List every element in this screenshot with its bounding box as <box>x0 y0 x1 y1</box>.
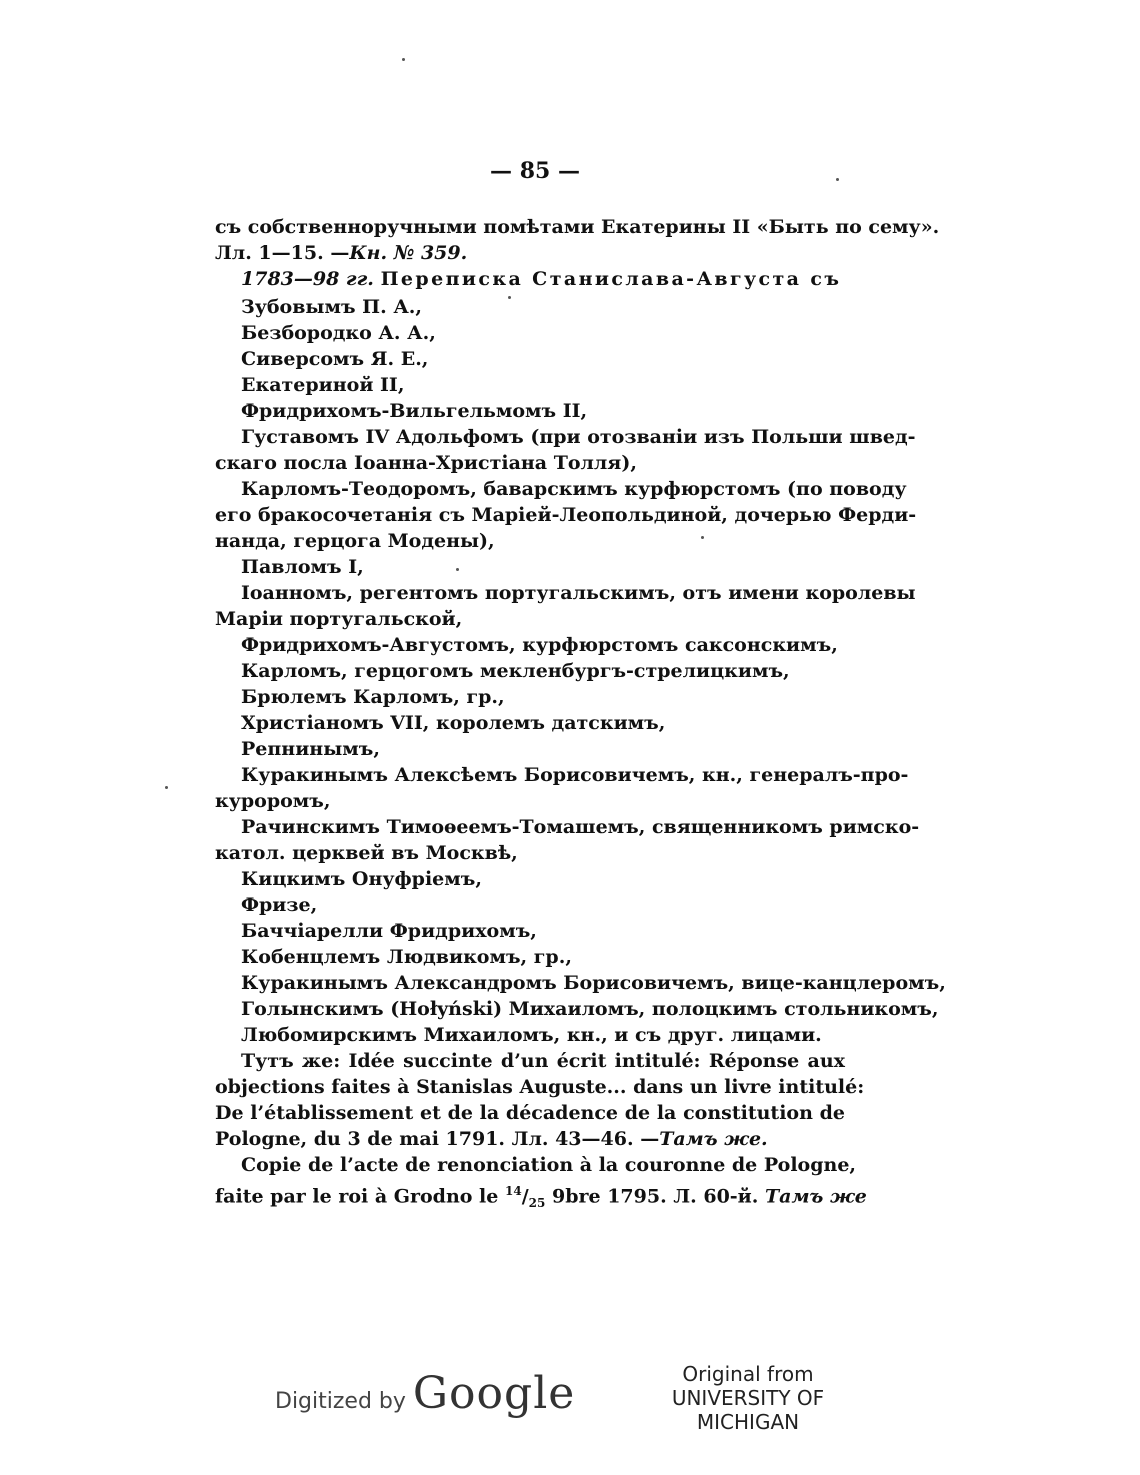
text-line: faite par le roi à Grodno le $^{14}/_{25}$ 9bre 1795. Л. 60-й. Тамъ же <box>215 1184 867 1211</box>
digitized-by-google <box>275 1368 575 1419</box>
text-line: Екатериной II, <box>241 374 405 396</box>
page-number: — 85 — <box>490 158 580 184</box>
text-line: Фридрихомъ-Вильгельмомъ II, <box>241 400 588 422</box>
text-line: нанда, герцога Модены), <box>215 530 495 552</box>
text-line: Фризе, <box>241 894 318 916</box>
text-line: Христіаномъ VII, королемъ датскимъ, <box>241 712 666 734</box>
reference-italic: Тамъ же <box>765 1185 867 1208</box>
text-line: Кобенцлемъ Людвикомъ, гр., <box>241 946 572 968</box>
scan-speck <box>701 536 704 539</box>
text-line: Маріи португальской, <box>215 608 463 630</box>
text-line: Кицкимъ Онуфріемъ, <box>241 868 482 890</box>
date-range: 1783—98 гг. <box>241 268 374 290</box>
digitized-text: Digitized by <box>275 1389 406 1414</box>
scan-speck <box>456 568 459 571</box>
text-line: катол. церквей въ Москвѣ, <box>215 842 518 864</box>
text-line: Рачинскимъ Тимоѳеемъ-Томашемъ, священникомъ римско- <box>241 816 920 838</box>
text-line <box>215 240 845 266</box>
text-line: De l’établissement et de la décadence de la constitution de <box>215 1102 845 1124</box>
scan-speck <box>836 178 839 181</box>
text-line: Тутъ же: Idée succinte d’un écrit intitulé: Réponse aux <box>241 1050 845 1072</box>
text-line: Карломъ, герцогомъ мекленбургъ-стрелицкимъ, <box>241 660 790 682</box>
text-line: Фридрихомъ-Августомъ, курфюрстомъ саксонскимъ, <box>241 634 838 656</box>
google-logo: Google <box>412 1368 576 1419</box>
text-line: Copie de l’acte de renonciation à la couronne de Pologne, <box>241 1154 857 1176</box>
text-line: Безбородко А. А., <box>241 322 436 344</box>
reference-italic: Кн. № 359. <box>349 242 468 264</box>
text-line: Баччіарелли Фридрихомъ, <box>241 920 537 942</box>
text-run: faite par le roi à Grodno le <box>215 1185 499 1208</box>
text-line: Голынскимъ (Hołyński) Михаиломъ, полоцкимъ стольникомъ, <box>241 998 939 1020</box>
scan-speck <box>165 786 168 789</box>
text-run: 9bre 1795. Л. 60-й. <box>551 1185 759 1208</box>
text-line: Сиверсомъ Я. Е., <box>241 348 429 370</box>
text-line: Куракинымъ Александромъ Борисовичемъ, вице-канцлеромъ, <box>241 972 946 994</box>
date-denominator: 25 <box>528 1196 546 1211</box>
original-label: Original from <box>682 1362 814 1386</box>
text-line: Зубовымъ П. А., <box>241 296 423 318</box>
reference-italic: Тамъ же. <box>659 1128 768 1150</box>
text-line: objections faites à Stanislas Auguste... dans un livre intitulé: <box>215 1076 865 1098</box>
text-run: Pologne, du 3 de mai 1791. Лл. 43—46. — <box>215 1128 660 1150</box>
text-line: куроромъ, <box>215 790 331 812</box>
text-line: Любомирскимъ Михаиломъ, кн., и съ друг. лицами. <box>241 1024 822 1046</box>
text-line: Іоанномъ, регентомъ португальскимъ, отъ имени королевы <box>241 582 916 604</box>
text-line <box>215 1126 845 1152</box>
original-from <box>628 1362 868 1434</box>
text-line <box>241 266 845 292</box>
university-label: UNIVERSITY OF MICHIGAN <box>671 1386 825 1434</box>
date-numerator: 14 <box>505 1184 522 1198</box>
text-line: Карломъ-Теодоромъ, баварскимъ курфюрстомъ (по поводу <box>241 478 907 500</box>
text-line: его бракосочетанія съ Маріей-Леопольдиной, дочерью Ферди- <box>215 504 917 526</box>
scan-speck <box>508 296 511 299</box>
text-line: Брюлемъ Карломъ, гр., <box>241 686 505 708</box>
text-line: Репнинымъ, <box>241 738 380 760</box>
text-run: Лл. 1—15. — <box>215 242 350 264</box>
text-line: съ собственноручными помѣтами Екатерины II «Быть по сему». <box>215 216 940 238</box>
text-line: скаго посла Іоанна-Христіана Толля), <box>215 452 637 474</box>
section-heading: Переписка Станислава-Августа съ <box>380 268 842 290</box>
text-line: Густавомъ IV Адольфомъ (при отозваніи изъ Польши швед- <box>241 426 916 448</box>
scan-speck <box>402 58 405 61</box>
text-line: Куракинымъ Алексѣемъ Борисовичемъ, кн., генералъ-про- <box>241 764 909 786</box>
text-line: Павломъ I, <box>241 556 364 578</box>
